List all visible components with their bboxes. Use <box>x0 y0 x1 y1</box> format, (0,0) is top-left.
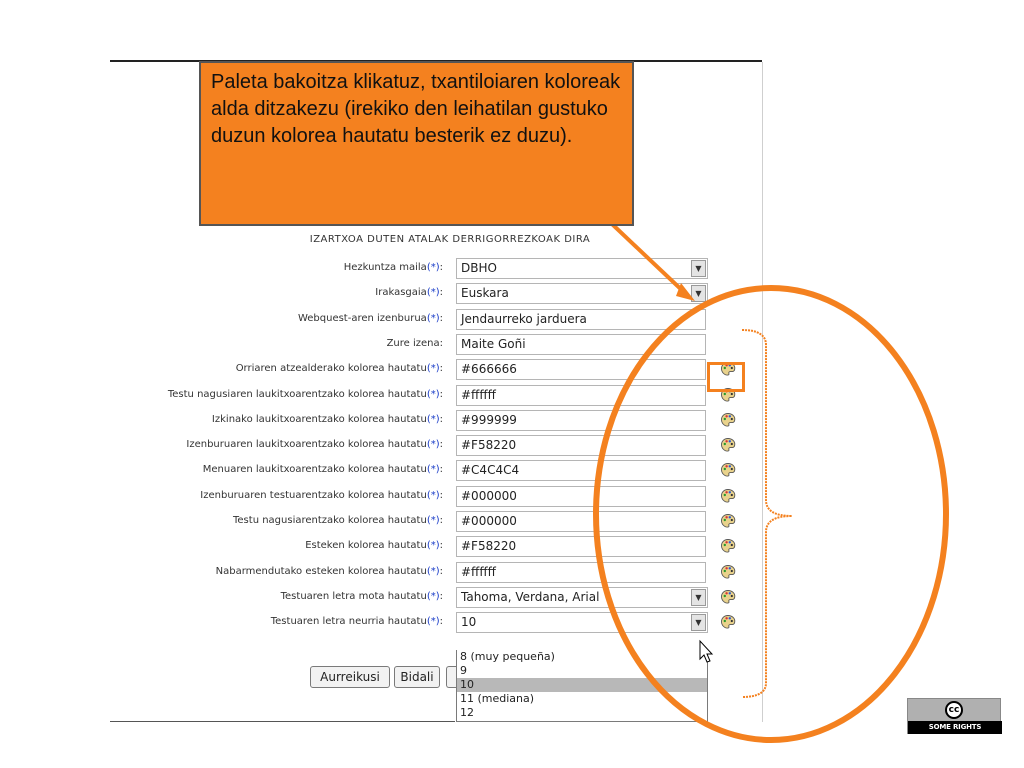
required-marker: (*) <box>426 262 440 273</box>
label-colon: : <box>439 313 443 324</box>
required-marker: (*) <box>426 616 440 627</box>
field-label-text: Esteken kolorea hautatu <box>305 540 427 551</box>
required-marker: (*) <box>426 389 440 400</box>
field-label-text: Testuaren letra mota hautatu <box>280 591 427 602</box>
required-marker: (*) <box>426 464 440 475</box>
dropdown-option[interactable]: 12 <box>460 706 474 719</box>
required-marker: (*) <box>426 591 440 602</box>
cc-logo-icon: cc <box>945 701 963 719</box>
field-value: #666666 <box>461 362 517 376</box>
required-marker: (*) <box>426 566 440 577</box>
chevron-down-icon[interactable]: ▼ <box>691 614 706 631</box>
field-label-text: Irakasgaia <box>375 287 427 298</box>
label-colon: : <box>439 363 443 374</box>
field-value: 10 <box>461 615 477 629</box>
required-marker: (*) <box>426 363 440 374</box>
field-value: Tahoma, Verdana, Arial <box>461 590 600 604</box>
chevron-down-icon[interactable]: ▼ <box>691 285 706 302</box>
field-value: #000000 <box>461 514 517 528</box>
required-marker: (*) <box>426 515 440 526</box>
palette-column-ellipse <box>596 288 946 740</box>
label-colon: : <box>439 566 443 577</box>
label-colon: : <box>439 616 443 627</box>
creative-commons-badge[interactable] <box>907 698 1001 744</box>
label-colon: : <box>439 262 443 273</box>
field-value: Jendaurreko jarduera <box>461 312 587 326</box>
label-colon: : <box>439 464 443 475</box>
required-marker: (*) <box>426 287 440 298</box>
label-colon: : <box>439 515 443 526</box>
field-label-text: Orriaren atzealderako kolorea hautatu <box>235 363 427 374</box>
field-value: #000000 <box>461 489 517 503</box>
mouse-cursor-icon <box>700 641 712 662</box>
field-label-text: Nabarmendutako esteken kolorea hautatu <box>215 566 427 577</box>
chevron-down-icon[interactable]: ▼ <box>691 589 706 606</box>
required-marker: (*) <box>426 490 440 501</box>
field-label-text: Izenburuaren laukitxoarentzako kolorea hautatu <box>186 439 427 450</box>
field-label-text: Testu nagusiarentzako kolorea hautatu <box>233 515 427 526</box>
required-fields-notice: IZARTXOA DUTEN ATALAK DERRIGORREZKOAK DIRA <box>309 234 591 245</box>
preview-button[interactable]: Aurreikusi <box>310 666 390 688</box>
label-colon: : <box>439 414 443 425</box>
field-value: #F58220 <box>461 539 517 553</box>
field-value: #F58220 <box>461 438 517 452</box>
field-label-text: Testuaren letra neurria hautatu <box>270 616 427 627</box>
label-colon: : <box>439 591 443 602</box>
field-label-text: Zure izena: <box>386 338 443 349</box>
label-colon: : <box>439 287 443 298</box>
required-marker: (*) <box>426 414 440 425</box>
field-label-text: Hezkuntza maila <box>343 262 427 273</box>
field-label-text: Webquest-aren izenburua <box>297 313 427 324</box>
field-label-text: Izenburuaren testuarentzako kolorea hautatu <box>200 490 427 501</box>
dropdown-option[interactable]: 11 (mediana) <box>460 692 535 705</box>
required-marker: (*) <box>426 313 440 324</box>
field-value: DBHO <box>461 261 497 275</box>
chevron-down-icon[interactable]: ▼ <box>691 260 706 277</box>
field-value: Maite Goñi <box>461 337 526 351</box>
dropdown-option[interactable]: 9 <box>460 664 467 677</box>
label-colon: : <box>439 490 443 501</box>
palette-column-brace <box>742 330 792 697</box>
label-colon: : <box>439 439 443 450</box>
field-value: Euskara <box>461 286 509 300</box>
field-value: #C4C4C4 <box>461 463 520 477</box>
field-value: #ffffff <box>461 388 496 402</box>
required-marker: (*) <box>426 540 440 551</box>
dropdown-option[interactable]: 8 (muy pequeña) <box>460 650 555 663</box>
field-value: #999999 <box>461 413 517 427</box>
callout-arrow <box>612 224 686 294</box>
field-value: #ffffff <box>461 565 496 579</box>
field-label-text: Izkinako laukitxoarentzako kolorea hautatu <box>211 414 427 425</box>
field-label-text: Menuaren laukitxoarentzako kolorea hautatu <box>202 464 427 475</box>
palette-highlight-box <box>707 362 745 392</box>
submit-button[interactable]: Bidali <box>394 666 440 688</box>
instruction-callout: Paleta bakoitza klikatuz, txantiloiaren koloreak alda ditzakezu (irekiko den leihatilan gustuko duzun kolorea hautatu besterik ez duzu). <box>199 61 634 226</box>
label-colon: : <box>439 540 443 551</box>
cc-badge-text: SOME RIGHTS RESERVED <box>908 721 1002 734</box>
label-colon: : <box>439 389 443 400</box>
field-label-text: Testu nagusiaren laukitxoarentzako kolorea hautatu <box>167 389 427 400</box>
required-marker: (*) <box>426 439 440 450</box>
dropdown-option[interactable]: 10 <box>457 678 707 692</box>
